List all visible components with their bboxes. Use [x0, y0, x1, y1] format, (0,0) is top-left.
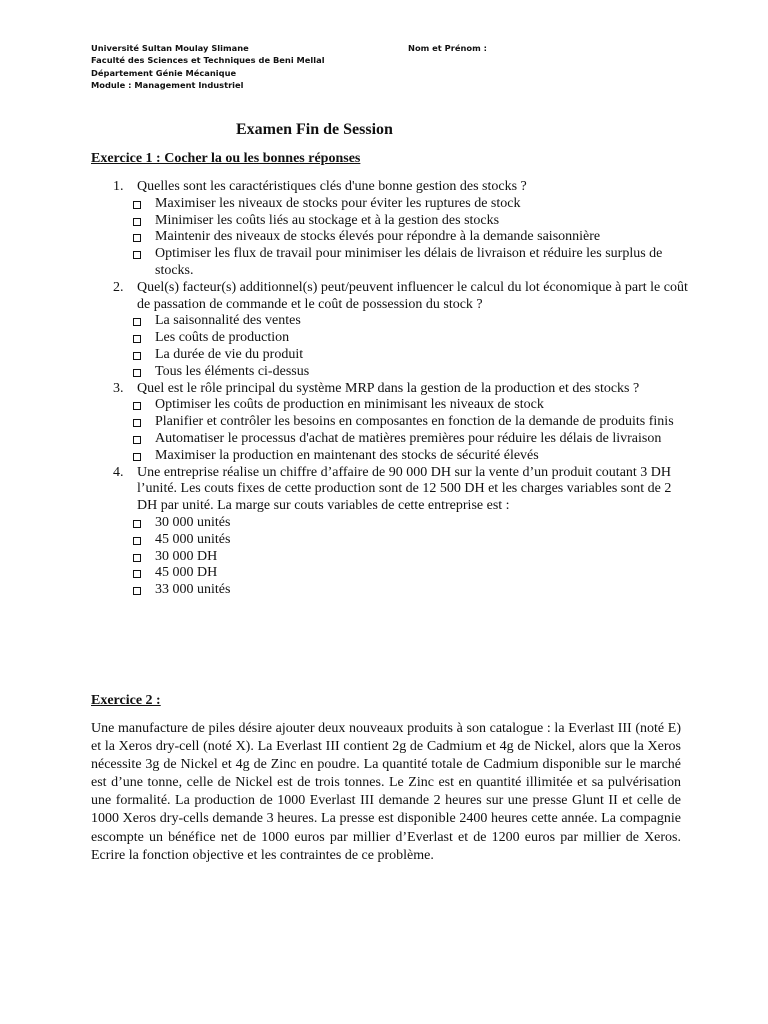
option-item[interactable]: [91, 313, 691, 330]
exercise1-heading: Exercice 1 : Cocher la ou les bonnes réponses: [91, 151, 361, 166]
option-label: Automatiser le processus d'achat de matières premières pour réduire les délais de livraison: [155, 430, 662, 446]
question-number: 4.: [113, 464, 124, 480]
question-text: Quel est le rôle principal du système MRP dans la gestion de la production et des stocks ?: [137, 380, 640, 396]
checkbox-icon[interactable]: [133, 587, 141, 595]
question-number: 3.: [113, 380, 124, 396]
option-label: Minimiser les coûts liés au stockage et à la gestion des stocks: [155, 212, 500, 228]
option-label: Optimiser les coûts de production en minimisant les niveaux de stock: [155, 397, 544, 413]
department-name: Département Génie Mécanique: [91, 67, 237, 78]
checkbox-icon[interactable]: [133, 419, 141, 427]
question-2: [91, 280, 691, 314]
checkbox-icon[interactable]: [133, 369, 141, 377]
option-label: La saisonnalité des ventes: [155, 313, 301, 329]
option-label: Maximiser la production en maintenant des stocks de sécurité élevés: [155, 447, 539, 463]
option-label: 45 000 DH: [155, 565, 218, 581]
option-item[interactable]: [91, 196, 691, 213]
module-name: Module : Management Industriel: [91, 80, 244, 91]
option-item[interactable]: [91, 532, 691, 549]
option-item[interactable]: [91, 582, 691, 599]
exercise1-questions: [91, 179, 691, 599]
option-item[interactable]: [91, 414, 691, 431]
question-text: Quelles sont les caractéristiques clés d'une bonne gestion des stocks ?: [137, 179, 527, 194]
option-item[interactable]: [91, 246, 691, 280]
option-label: Tous les éléments ci-dessus: [155, 363, 310, 379]
option-label: Les coûts de production: [155, 330, 290, 346]
option-item[interactable]: [91, 515, 691, 532]
option-label: 30 000 unités: [155, 514, 231, 530]
question-number: 1.: [113, 179, 124, 194]
question-3: [91, 381, 691, 398]
institution-header: [91, 42, 325, 92]
checkbox-icon[interactable]: [133, 218, 141, 226]
checkbox-icon[interactable]: [133, 436, 141, 444]
question-text: Quel(s) facteur(s) additionnel(s) peut/peuvent influencer le calcul du lot économique à part le coût de passation de commande et le coût de possession du stock ?: [137, 279, 688, 312]
exercise2-heading: Exercice 2 :: [91, 693, 161, 708]
checkbox-icon[interactable]: [133, 453, 141, 461]
option-item[interactable]: [91, 330, 691, 347]
option-label: Maintenir des niveaux de stocks élevés pour répondre à la demande saisonnière: [155, 229, 601, 245]
option-label: 30 000 DH: [155, 548, 218, 564]
option-label: 45 000 unités: [155, 531, 231, 547]
option-label: Maximiser les niveaux de stocks pour éviter les ruptures de stock: [155, 195, 521, 211]
checkbox-icon[interactable]: [133, 520, 141, 528]
option-label: Optimiser les flux de travail pour minimiser les délais de livraison et réduire les surplus de stocks.: [155, 246, 663, 278]
question-number: 2.: [113, 279, 124, 295]
option-label: Planifier et contrôler les besoins en composantes en fonction de la demande de produits finis: [155, 414, 674, 430]
option-item[interactable]: [91, 364, 691, 381]
option-item[interactable]: [91, 431, 691, 448]
faculty-name: Faculté des Sciences et Techniques de Beni Mellal: [91, 55, 325, 66]
option-item[interactable]: [91, 397, 691, 414]
option-item[interactable]: [91, 213, 691, 230]
option-item[interactable]: [91, 448, 691, 465]
checkbox-icon[interactable]: [133, 201, 141, 209]
checkbox-icon[interactable]: [133, 318, 141, 326]
checkbox-icon[interactable]: [133, 554, 141, 562]
checkbox-icon[interactable]: [133, 402, 141, 410]
option-item[interactable]: [91, 565, 691, 582]
option-item[interactable]: [91, 347, 691, 364]
question-text: Une entreprise réalise un chiffre d’affaire de 90 000 DH sur la vente d’un produit coutant 3 DH l’unité. Les couts fixes de cette production sont de 12 500 DH et les charges variables sont de 2 DH par unité. La marge sur couts variables de cette entreprise est :: [137, 464, 672, 514]
exam-title: Examen Fin de Session: [236, 121, 393, 138]
checkbox-icon[interactable]: [133, 352, 141, 360]
option-label: La durée de vie du produit: [155, 346, 304, 362]
checkbox-icon[interactable]: [133, 570, 141, 578]
option-item[interactable]: [91, 549, 691, 566]
checkbox-icon[interactable]: [133, 335, 141, 343]
question-1: [91, 179, 691, 196]
exercise2-statement: Une manufacture de piles désire ajouter deux nouveaux produits à son catalogue : la Everlast III (noté E) et la Xeros dry-cell (noté X). La Everlast III contient 2g de Cadmium et 4g de Nickel, alors que la Xeros nécessite 3g de Nickel et 4g de Zinc en poudre. La quantité totale de Cadmium disponible sur le marché est d’une tonne, celle de Nickel est de trois tonnes. Le Zinc est en quantité illimitée et sa pulvérisation une formalité. La production de 1000 Everlast III demande 2 heures sur une presse Glunt II et celle de 1000 Xeros dry-cells demande 3 heures. La presse est disponible 2400 heures cette année. La compagnie escompte un bénéfice net de 1000 euros par millier d’Everlast et de 1200 euros par millier de Xeros. Ecrire la fonction objective et les contraintes de ce problème.: [91, 721, 681, 863]
checkbox-icon[interactable]: [133, 251, 141, 259]
student-name-field: Nom et Prénom :: [408, 43, 487, 53]
option-item[interactable]: [91, 229, 691, 246]
checkbox-icon[interactable]: [133, 537, 141, 545]
checkbox-icon[interactable]: [133, 234, 141, 242]
option-label: 33 000 unités: [155, 582, 231, 598]
question-4: [91, 465, 691, 515]
university-name: Université Sultan Moulay Slimane: [91, 43, 249, 53]
